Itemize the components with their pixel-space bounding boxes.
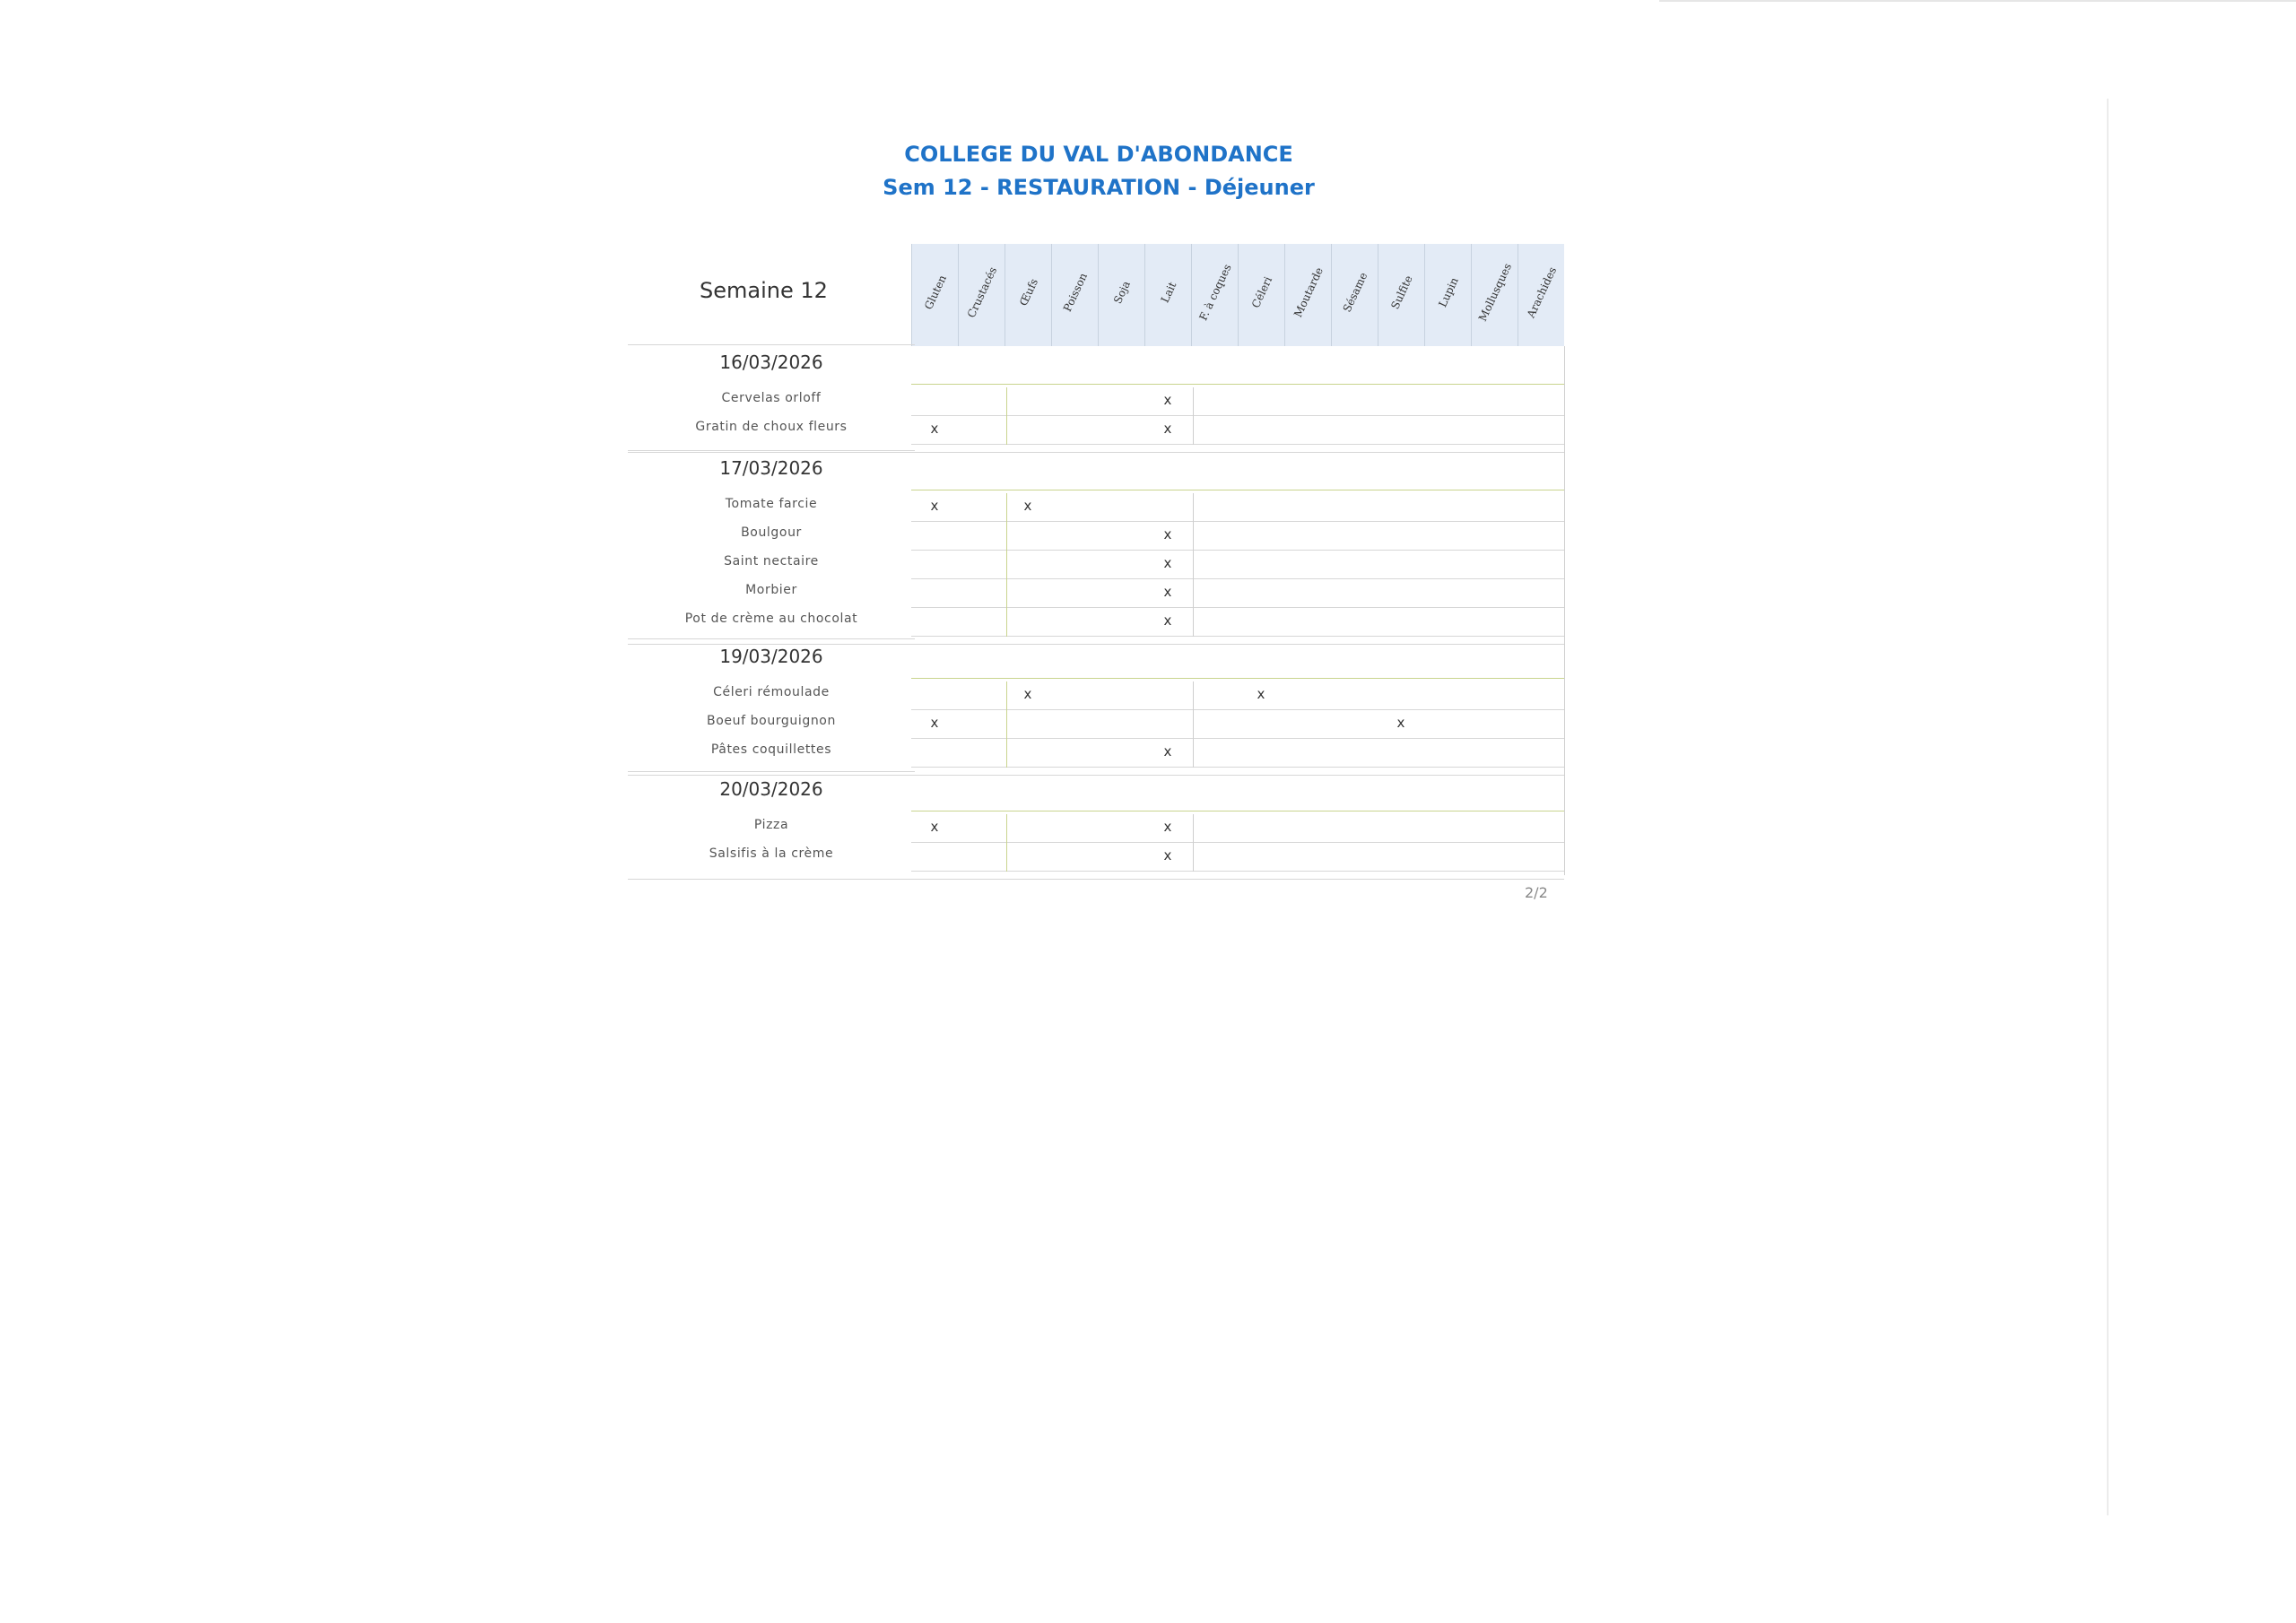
allergen-column-header (1331, 244, 1378, 346)
allergen-mark: x (930, 421, 939, 437)
block-divider (1193, 681, 1194, 768)
dish-name: Salsifis à la crème (709, 846, 834, 861)
allergen-column-header (958, 244, 1004, 346)
row-divider (911, 709, 1564, 710)
row-divider (911, 521, 1564, 522)
row-divider (911, 842, 1564, 843)
allergen-label: Gluten (921, 273, 949, 312)
row-divider (911, 444, 1564, 445)
allergen-column-header (1098, 244, 1144, 346)
date-separator (628, 638, 915, 639)
school-title: COLLEGE DU VAL D'ABONDANCE (904, 142, 1293, 167)
row-divider (911, 738, 1564, 739)
allergen-mark: x (1396, 715, 1405, 731)
allergen-label: Crustacés (964, 265, 999, 320)
allergen-mark: x (1163, 612, 1172, 629)
allergen-mark: x (1163, 555, 1172, 571)
block-divider (1006, 814, 1007, 872)
dish-name: Gratin de choux fleurs (695, 420, 848, 434)
date-separator (628, 450, 915, 451)
allergen-column-header (1051, 244, 1098, 346)
block-bottom-rule (628, 452, 1564, 453)
page-number: 2/2 (1525, 884, 1548, 901)
row-divider (911, 767, 1564, 768)
allergen-column-header (911, 244, 958, 346)
block-divider (1006, 681, 1007, 768)
day-date: 16/03/2026 (719, 352, 823, 373)
dish-name: Pizza (753, 818, 789, 832)
allergen-label: Lupin (1435, 275, 1461, 309)
allergen-mark: x (1163, 392, 1172, 408)
day-date: 20/03/2026 (719, 778, 823, 800)
block-bottom-rule (628, 775, 1564, 776)
allergen-label: Moutarde (1291, 265, 1326, 320)
allergen-mark: x (1023, 686, 1032, 702)
allergen-column-header (1424, 244, 1471, 346)
block-divider (1193, 814, 1194, 872)
allergen-mark: x (1023, 498, 1032, 514)
allergen-label: Mollusques (1475, 261, 1514, 324)
allergen-column-header (1518, 244, 1564, 346)
dish-name: Cervelas orloff (721, 391, 822, 405)
allergen-column-header (1284, 244, 1331, 346)
dish-name: Pot de crème au chocolat (684, 612, 858, 626)
allergen-label: Poisson (1060, 271, 1090, 314)
allergen-mark: x (930, 819, 939, 835)
allergen-mark: x (1163, 526, 1172, 542)
allergen-mark: x (930, 498, 939, 514)
day-rule (911, 811, 1564, 812)
allergen-column-header (1471, 244, 1518, 346)
row-divider (911, 550, 1564, 551)
allergen-column-header (1238, 244, 1284, 346)
dish-name: Morbier (745, 583, 797, 597)
day-date: 17/03/2026 (719, 457, 823, 479)
menu-subtitle: Sem 12 - RESTAURATION - Déjeuner (883, 175, 1315, 200)
week-label: Semaine 12 (700, 278, 828, 303)
row-divider (911, 636, 1564, 637)
row-divider (911, 415, 1564, 416)
allergen-mark: x (1163, 584, 1172, 600)
block-bottom-rule (628, 879, 1564, 880)
allergen-label: Sésame (1340, 270, 1370, 315)
block-divider (1193, 493, 1194, 637)
allergen-mark: x (930, 715, 939, 731)
block-divider (1193, 387, 1194, 445)
allergen-label: Œufs (1016, 276, 1040, 308)
table-right-edge (1564, 346, 1565, 875)
day-rule (911, 678, 1564, 679)
allergen-column-header (1144, 244, 1191, 346)
allergen-mark: x (1163, 421, 1172, 437)
row-divider (911, 578, 1564, 579)
allergen-mark: x (1257, 686, 1265, 702)
allergen-column-header (1004, 244, 1051, 346)
dish-name: Céleri rémoulade (713, 685, 830, 699)
allergen-mark: x (1163, 743, 1172, 759)
allergen-label: Soja (1110, 279, 1133, 306)
row-divider (911, 607, 1564, 608)
row-divider (911, 871, 1564, 872)
allergen-label: Céleri (1248, 274, 1274, 310)
date-separator (628, 344, 915, 345)
dish-name: Tomate farcie (725, 497, 818, 511)
block-bottom-rule (628, 644, 1564, 645)
day-rule (911, 384, 1564, 385)
dish-name: Pâtes coquillettes (710, 742, 832, 757)
allergen-label: Arachides (1524, 265, 1559, 320)
dish-name: Boeuf bourguignon (707, 714, 836, 728)
dish-name: Boulgour (741, 525, 802, 540)
allergen-column-header (1191, 244, 1238, 346)
allergen-label: Lait (1158, 280, 1178, 305)
block-divider (1006, 387, 1007, 445)
allergen-mark: x (1163, 847, 1172, 864)
block-divider (1006, 493, 1007, 637)
allergen-mark: x (1163, 819, 1172, 835)
allergen-label: Sulfite (1387, 273, 1415, 311)
allergen-label: F. à coques (1196, 262, 1234, 323)
date-separator (628, 771, 915, 772)
dish-name: Saint nectaire (724, 554, 819, 568)
day-date: 19/03/2026 (719, 646, 823, 667)
allergen-column-header (1378, 244, 1424, 346)
